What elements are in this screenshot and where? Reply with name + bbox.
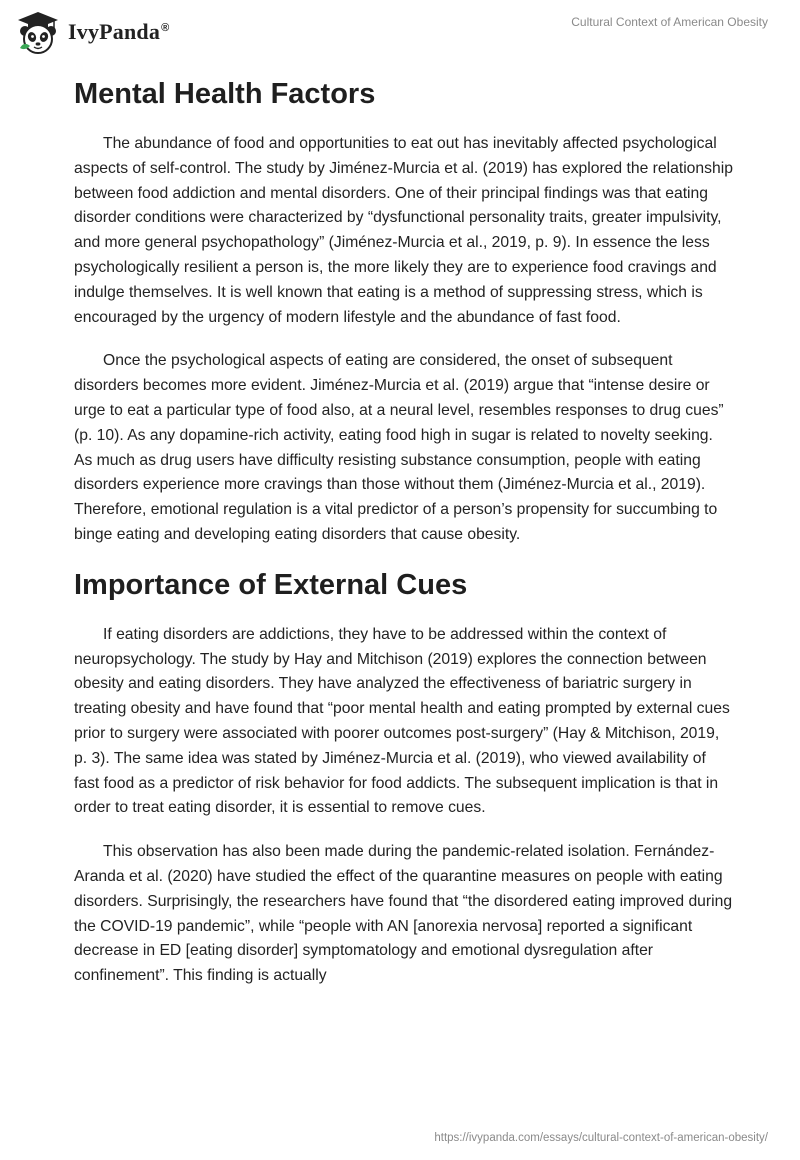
document-title: Cultural Context of American Obesity — [571, 15, 768, 29]
brand-logo[interactable] — [14, 8, 169, 56]
section-heading-external-cues: Importance of External Cues — [74, 568, 468, 601]
paragraph: The abundance of food and opportunities to eat out has inevitably affected psychological aspects of self-control. The study by Jiménez-Murcia et al. (2019) has explored the relationship between food addiction and mental disorders. One of their principal findings was that eating disorder conditions were characterized by “dysfunctional personality traits, greater impulsivity, and more general psychopathology” (Jiménez-Murcia et al., 2019, p. 9). In essence the less psychologically resilient a person is, the more likely they are to experience food cravings and indulge themselves. It is well known that eating is a method of suppressing stress, which is encouraged by the urgency of modern lifestyle and the abundance of fast food. — [74, 135, 733, 326]
article-content — [74, 72, 734, 1008]
section-heading-mental-health: Mental Health Factors — [74, 78, 376, 110]
graduation-cap-panda-icon — [14, 8, 62, 56]
brand-name: IvyPanda® — [68, 19, 170, 44]
paragraph: If eating disorders are addictions, they have to be addressed within the context of neuropsychology. The study by Hay and Mitchison (2019) explores the connection between obesity and eating disorders. They have analyzed the effectiveness of bariatric surgery in treating obesity and have found that “poor mental health and eating prompted by external cues prior to surgery were associated with poorer outcomes post-surgery” (Hay & Mitchison, 2019, p. 3). The same idea was stated by Jiménez-Murcia et al. (2019), who viewed availability of fast food as a predictor of risk behavior for food addicts. The subsequent implication is that in order to treat eating disorder, it is essential to remove cues. — [74, 625, 730, 817]
registered-mark: ® — [161, 21, 170, 34]
page-header — [0, 0, 800, 60]
paragraph: This observation has also been made during the pandemic-related isolation. Fernández-Aranda et al. (2020) have studied the effect of the quarantine measures on people with eating disorders. Surprisingly, the researchers have found that “the disordered eating improved during the COVID-19 pandemic”, while “people with AN [anorexia nervosa] reported a significant decrease in ED [eating disorder] symptomatology and emotional dysregulation after confinement”. This finding is actually — [74, 843, 733, 985]
source-url-link[interactable]: https://ivypanda.com/essays/cultural-context-of-american-obesity/ — [434, 1132, 768, 1144]
paragraph: Once the psychological aspects of eating are considered, the onset of subsequent disorders becomes more evident. Jiménez-Murcia et al. (2019) argue that “intense desire or urge to eat a particular type of food also, at a neural level, resembles responses to drug cues” (p. 10). As any dopamine-rich activity, eating food high in sugar is related to novelty seeking. As much as drug users have difficulty resisting substance consumption, people with eating disorders experience more cravings than those without them (Jiménez-Murcia et al., 2019). Therefore, emotional regulation is a vital predictor of a person’s propensity for succumbing to binge eating and developing eating disorders that cause obesity. — [74, 352, 724, 543]
